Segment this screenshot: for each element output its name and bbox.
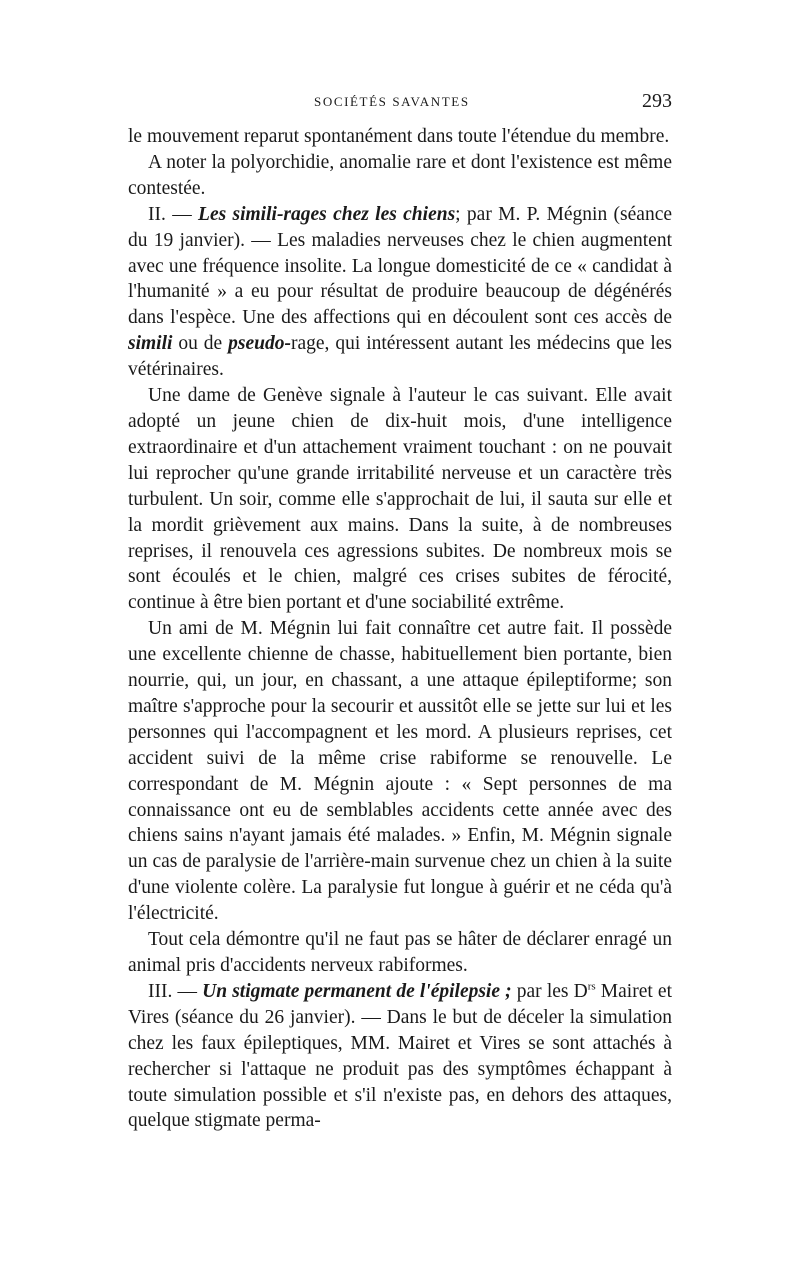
section-title: Les simili-rages chez les chiens	[198, 203, 456, 225]
paragraph-geneve: Une dame de Genève signale à l'auteur le cas suivant. Elle avait adopté un jeune chien de dix-huit mois, d'une intelligence extraordinaire et d'un attachement vraiment touchant : on ne pouvait lui reprocher qu'une grande irritabilité nerveuse et un caractère très turbulent. Un soir, comme elle s'approchait de lui, il sauta sur elle et la mordit grièvement aux mains. Dans la suite, à de nombreuses reprises, il renouvela ces agressions subites. De nombreux mois se sont écoulés et le chien, malgré ces crises subites de férocité, continue à être bien portant et d'une sociabilité extrême.	[128, 385, 672, 614]
section-text: ; par M. P. Mégnin (séance du 19 janvier). — Les maladies nerveuses chez le chien augmentent avec une fréquence insolite. La longue domesticité de ce « candidat à l'humanité » a eu pour résultat de produire beaucoup de dégénérés dans l'espèce. Une des affections qui en découlent sont ces accès de	[128, 203, 673, 329]
paragraph-section-ii	[128, 202, 672, 383]
paragraph-polyorchidie: A noter la polyorchidie, anomalie rare et dont l'existence est même contestée.	[128, 151, 672, 199]
emphasis-simili: simili	[128, 333, 173, 355]
paragraph-continuation: le mouvement reparut spontanément dans toute l'étendue du membre.	[128, 126, 670, 147]
paragraph-ami: Un ami de M. Mégnin lui fait connaître cet autre fait. Il possède une excellente chienne de chasse, habituellement bien portante, bien nourrie, qui, un jour, en chassant, a une attaque épileptiforme; son maître s'approche pour la secourir et aussitôt elle se jette sur lui et les personnes qui l'accompagnent et les mord. A plusieurs reprises, cet accident suivi de la même crise rabiforme se renouvelle. Le correspondant de M. Mégnin ajoute : « Sept personnes de ma connaissance ont eu de semblables accidents cette année avec des chiens sains n'ayant jamais été malades. » Enfin, M. Mégnin signale un cas de paralysie de l'arrière-main survenue chez un chien à la suite d'une violente colère. La paralysie fut longue à guérir et ne céda qu'à l'électricité.	[128, 618, 672, 925]
superscript-rs: rs	[587, 980, 596, 993]
section-numeral: II. —	[148, 203, 192, 225]
paragraph-conclusion: Tout cela démontre qu'il ne faut pas se hâter de déclarer enragé un animal pris d'accidents nerveux rabiformes.	[128, 929, 672, 976]
body-text	[128, 124, 672, 1134]
section-text-rest: Mairet et Vires (séance du 26 janvier). — Dans le but de déceler la simulation chez les faux épileptiques, MM. Mairet et Vires se sont attachés à rechercher si l'attaque ne produit pas des symptômes échappant à toute simulation possible et s'il n'existe pas, en dehors des attaques, quelque stigmate perma-	[128, 980, 672, 1132]
emphasis-pseudo: pseudo-	[228, 333, 291, 355]
section-title: Un stigmate permanent de l'épilepsie ;	[202, 980, 512, 1002]
paragraph-section-iii	[128, 979, 672, 1134]
section-text-end: rage, qui intéressent autant les médecins que les vétérinaires.	[128, 333, 673, 381]
page-header	[128, 90, 672, 120]
page-number: 293	[642, 90, 672, 112]
section-numeral: III. —	[148, 980, 197, 1002]
section-text-mid: ou de	[178, 333, 223, 355]
running-title: SOCIÉTÉS SAVANTES	[314, 94, 470, 109]
section-text: par les D	[516, 980, 588, 1002]
